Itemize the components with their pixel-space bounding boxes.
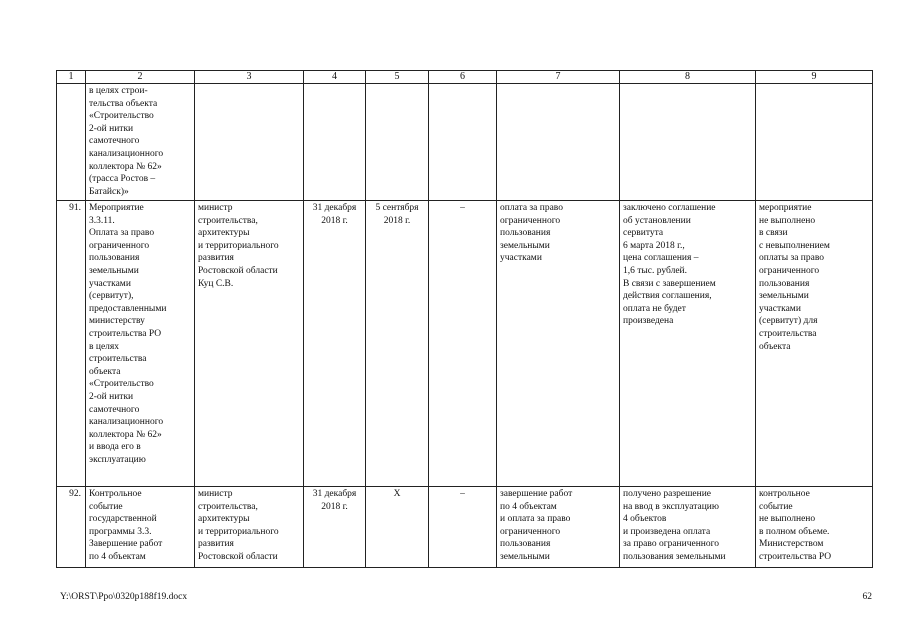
responsible: министр строительства, архитектуры и территориального развития Ростовской области Куц С.В. — [195, 201, 304, 487]
table-row — [57, 84, 873, 201]
header-cell: 1 — [57, 71, 86, 84]
header-cell: 7 — [497, 71, 620, 84]
report-table — [56, 70, 873, 568]
table-row — [57, 201, 873, 487]
event-name: Мероприятие 3.3.11. Оплата за право ограниченного пользования земельными участками (сервитут), предоставленными министерству строительства РО в целях строительства объекта «Строительство 2-ой нитки самотечного канализационного коллектора № 62» и ввода его в эксплуатацию — [86, 201, 195, 487]
actual-date — [366, 84, 429, 201]
header-cell: 6 — [429, 71, 497, 84]
event-name: Контрольное событие государственной программы 3.3. Завершение работ по 4 объектам — [86, 487, 195, 568]
actual-result: заключено соглашение об установлении сервитута 6 марта 2018 г., цена соглашения – 1,6 тыс. рублей. В связи с завершением действия соглашения, оплата не будет произведена — [620, 201, 756, 487]
header-cell: 2 — [86, 71, 195, 84]
plan-date: 31 декабря 2018 г. — [304, 201, 366, 487]
responsible — [195, 84, 304, 201]
row-number: 92. — [57, 487, 86, 568]
row-number — [57, 84, 86, 201]
row-number: 91. — [57, 201, 86, 487]
status-note: мероприятие не выполнено в связи с невыполнением оплаты за право ограниченного пользования земельными участками (сервитут) для строительства объекта — [756, 201, 873, 487]
header-cell: 4 — [304, 71, 366, 84]
actual-result: получено разрешение на ввод в эксплуатацию 4 объектов и произведена оплата за право ограниченного пользования земельными — [620, 487, 756, 568]
column-6 — [429, 84, 497, 201]
column-6: – — [429, 201, 497, 487]
header-cell: 3 — [195, 71, 304, 84]
planned-result: завершение работ по 4 объектам и оплата за право ограниченного пользования земельными — [497, 487, 620, 568]
planned-result: оплата за право ограниченного пользования земельными участками — [497, 201, 620, 487]
table-row — [57, 487, 873, 568]
actual-date: 5 сентября 2018 г. — [366, 201, 429, 487]
footer-file-path: Y:\ORST\Ppo\0320p188f19.docx — [60, 592, 188, 602]
page-number: 62 — [862, 592, 872, 602]
status-note: контрольное событие не выполнено в полном объеме. Министерством строительства РО — [756, 487, 873, 568]
plan-date — [304, 84, 366, 201]
status-note — [756, 84, 873, 201]
plan-date: 31 декабря 2018 г. — [304, 487, 366, 568]
header-cell: 9 — [756, 71, 873, 84]
header-cell: 8 — [620, 71, 756, 84]
actual-result — [620, 84, 756, 201]
column-6: – — [429, 487, 497, 568]
actual-date: Х — [366, 487, 429, 568]
planned-result — [497, 84, 620, 201]
header-cell: 5 — [366, 71, 429, 84]
header-row — [57, 71, 873, 84]
event-name: в целях строи- тельства объекта «Строительство 2-ой нитки самотечного канализационного коллектора № 62» (трасса Ростов – Батайск)» — [86, 84, 195, 201]
responsible: министр строительства, архитектуры и территориального развития Ростовской области — [195, 487, 304, 568]
